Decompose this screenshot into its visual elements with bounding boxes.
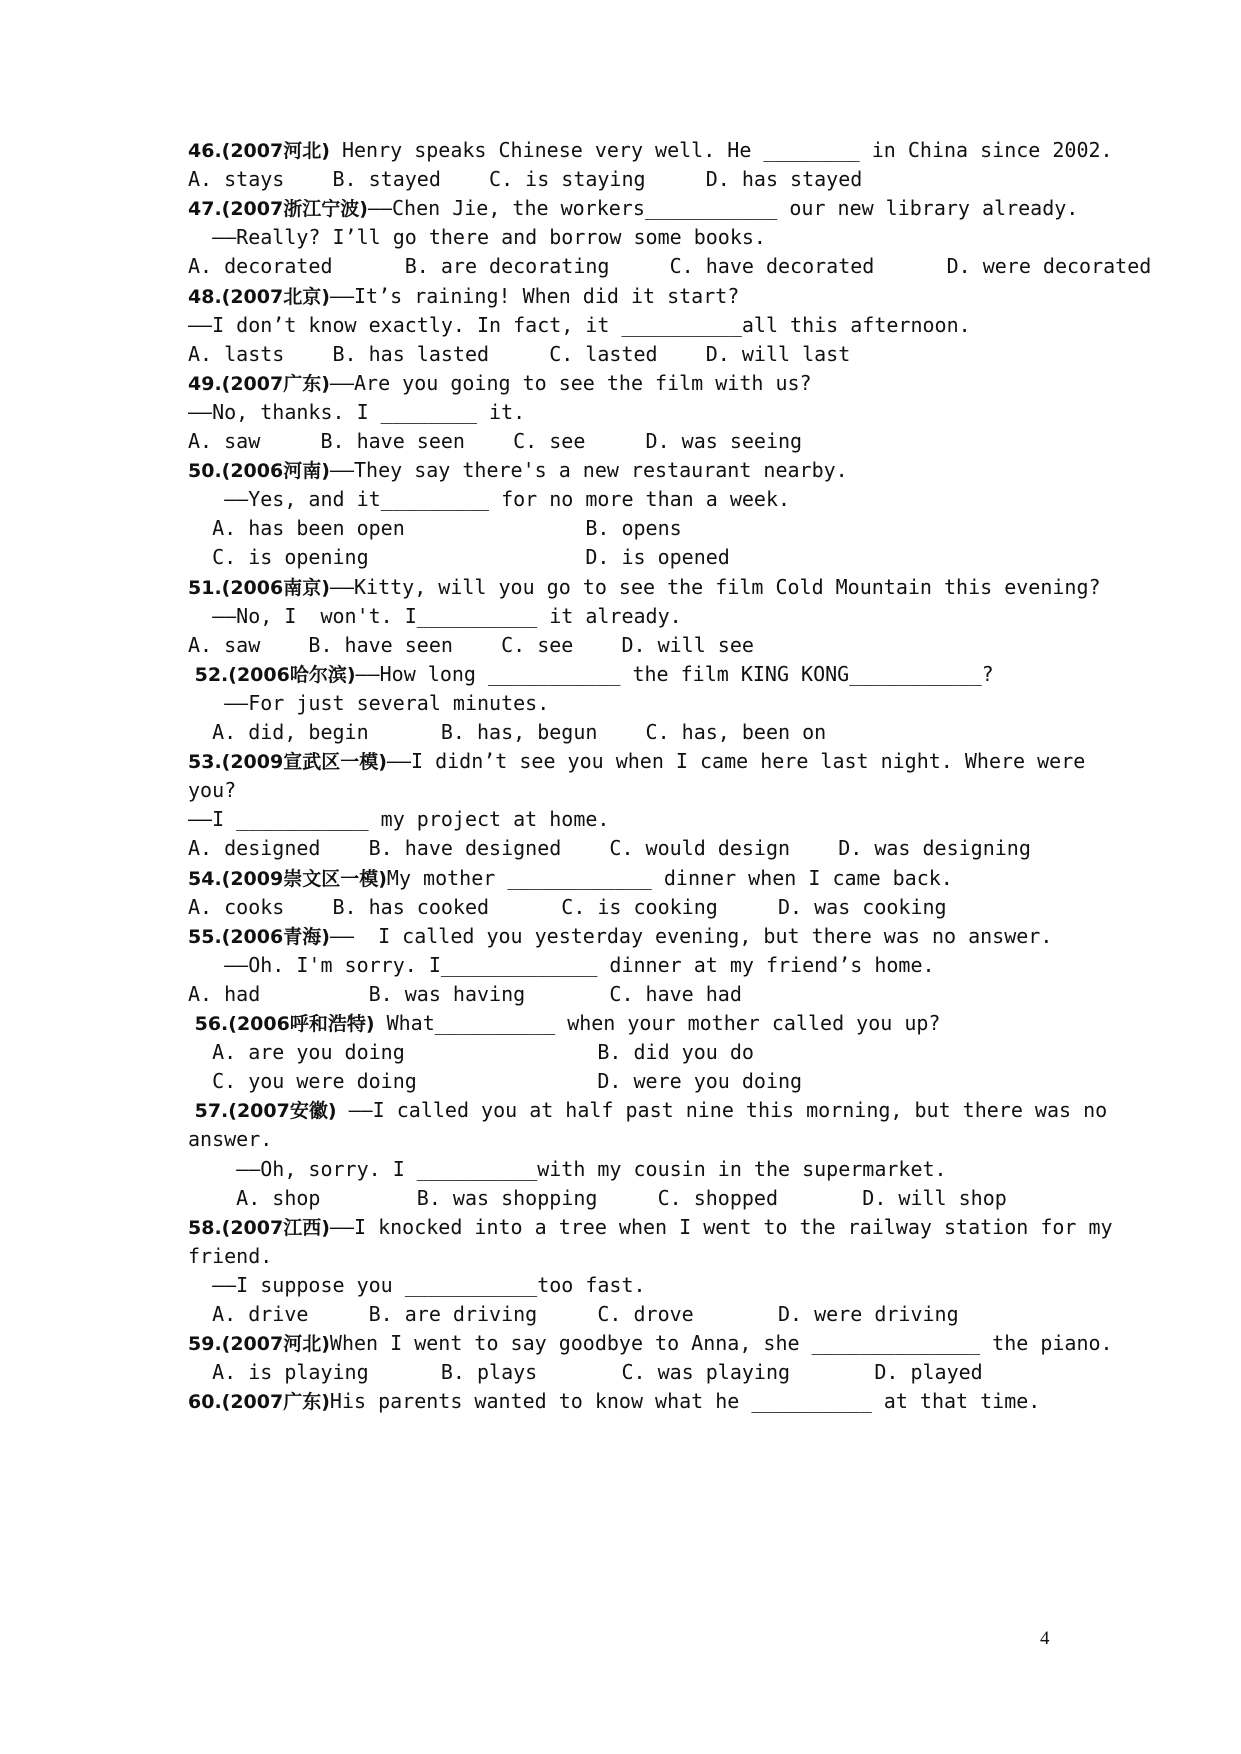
question-source: 48.(2007北京)	[188, 286, 330, 308]
line-text: A. decorated B. are decorating C. have decorated D. were decorated	[188, 254, 1152, 278]
line-text: answer.	[188, 1127, 273, 1151]
answer-line	[188, 309, 971, 341]
line-text: ——Really? I’ll go there and borrow some books.	[188, 225, 766, 249]
question-line	[188, 280, 739, 312]
answer-line	[188, 1123, 272, 1155]
line-text: A. has been open B. opens	[188, 516, 682, 540]
question-source: 53.(2009宣武区一模)	[188, 751, 387, 773]
answer-line	[188, 1356, 983, 1388]
question-source: 60.(2007广东)	[188, 1391, 330, 1413]
answer-line	[188, 832, 1031, 864]
question-line	[188, 1327, 1113, 1359]
line-text: ——I knocked into a tree when I went to the railway station for my	[329, 1215, 1113, 1239]
answer-line	[188, 600, 682, 632]
question-line	[188, 454, 848, 486]
answer-line	[188, 1298, 959, 1330]
line-text: A. did, begin B. has, begun C. has, been on	[188, 720, 827, 744]
question-source: 59.(2007河北)	[188, 1333, 330, 1355]
answer-line	[188, 949, 935, 981]
line-text: What__________ when your mother called you up?	[374, 1011, 941, 1035]
question-line	[188, 192, 1078, 224]
question-source: 56.(2006呼和浩特)	[188, 1013, 375, 1035]
line-text: A. lasts B. has lasted C. lasted D. will last	[188, 342, 851, 366]
line-text: A. shop B. was shopping C. shopped D. will shop	[188, 1186, 1007, 1210]
answer-line	[188, 483, 790, 515]
question-source: 52.(2006哈尔滨)	[188, 664, 356, 686]
question-line	[188, 1007, 940, 1039]
answer-line	[188, 687, 549, 719]
answer-line	[188, 250, 1151, 282]
line-text: A. stays B. stayed C. is staying D. has stayed	[188, 167, 863, 191]
question-source: 55.(2006青海)	[188, 926, 330, 948]
answer-line	[188, 803, 609, 835]
answer-line	[188, 338, 850, 370]
line-text: When I went to say goodbye to Anna, she ______________ the piano.	[329, 1331, 1113, 1355]
line-text: A. saw B. have seen C. see D. was seeing	[188, 429, 803, 453]
line-text: C. is opening D. is opened	[188, 545, 730, 569]
line-text: —— I called you yesterday evening, but there was no answer.	[329, 924, 1053, 948]
question-line	[188, 1094, 1107, 1126]
line-text: ——Are you going to see the film with us?	[329, 371, 812, 395]
answer-line	[188, 1182, 1007, 1214]
question-line	[188, 134, 1113, 166]
answer-line	[188, 541, 730, 573]
line-text: friend.	[188, 1244, 273, 1268]
line-text: ——I suppose you ___________too fast.	[188, 1273, 646, 1297]
question-source: 57.(2007安徽)	[188, 1100, 337, 1122]
question-source: 58.(2007江西)	[188, 1217, 330, 1239]
line-text: ——Oh. I'm sorry. I_____________ dinner at my friend’s home.	[188, 953, 935, 977]
answer-line	[188, 774, 236, 806]
answer-line	[188, 1065, 802, 1097]
line-text: ——Kitty, will you go to see the film Cold Mountain this evening?	[329, 575, 1101, 599]
question-line	[188, 367, 812, 399]
line-text: ——How long ___________ the film KING KONG___________?	[355, 662, 994, 686]
answer-line	[188, 163, 862, 195]
question-line	[188, 862, 953, 894]
line-text: ——I don’t know exactly. In fact, it __________all this afternoon.	[188, 313, 971, 337]
page-number: 4	[1040, 1628, 1050, 1649]
line-text: ——I ___________ my project at home.	[188, 807, 610, 831]
answer-line	[188, 425, 802, 457]
line-text: ——They say there's a new restaurant nearby.	[329, 458, 848, 482]
answer-line	[188, 1153, 947, 1185]
question-line	[188, 658, 994, 690]
line-text: ——For just several minutes.	[188, 691, 550, 715]
line-text: you?	[188, 778, 237, 802]
answer-line	[188, 1269, 646, 1301]
line-text: ——No, I won't. I__________ it already.	[188, 604, 682, 628]
line-text: A. had B. was having C. have had	[188, 982, 742, 1006]
line-text: ——I called you at half past nine this morning, but there was no	[336, 1098, 1108, 1122]
line-text: ——Chen Jie, the workers___________ our new library already.	[367, 196, 1079, 220]
question-line	[188, 571, 1101, 603]
question-line	[188, 1211, 1113, 1243]
question-source: 46.(2007河北)	[188, 140, 330, 162]
answer-line	[188, 396, 525, 428]
answer-line	[188, 512, 682, 544]
line-text: ——Oh, sorry. I __________with my cousin in the supermarket.	[188, 1157, 947, 1181]
line-text: ——I didn’t see you when I came here last night. Where were	[386, 749, 1086, 773]
question-source: 50.(2006河南)	[188, 460, 330, 482]
answer-line	[188, 978, 742, 1010]
question-line	[188, 1385, 1040, 1417]
line-text: A. are you doing B. did you do	[188, 1040, 754, 1064]
line-text: ——No, thanks. I ________ it.	[188, 400, 526, 424]
line-text: A. cooks B. has cooked C. is cooking D. was cooking	[188, 895, 947, 919]
line-text: ——Yes, and it_________ for no more than a week.	[188, 487, 791, 511]
line-text: A. drive B. are driving C. drove D. were driving	[188, 1302, 959, 1326]
answer-line	[188, 891, 947, 923]
line-text: C. you were doing D. were you doing	[188, 1069, 803, 1093]
answer-line	[188, 221, 766, 253]
line-text: Henry speaks Chinese very well. He ________ in China since 2002.	[329, 138, 1113, 162]
question-source: 47.(2007浙江宁波)	[188, 198, 368, 220]
answer-line	[188, 1036, 754, 1068]
line-text: A. is playing B. plays C. was playing D. played	[188, 1360, 983, 1384]
line-text: A. designed B. have designed C. would design D. was designing	[188, 836, 1031, 860]
question-source: 54.(2009崇文区一模)	[188, 868, 387, 890]
question-line	[188, 920, 1052, 952]
answer-line	[188, 716, 826, 748]
line-text: A. saw B. have seen C. see D. will see	[188, 633, 754, 657]
answer-line	[188, 1240, 272, 1272]
question-source: 49.(2007广东)	[188, 373, 330, 395]
question-source: 51.(2006南京)	[188, 577, 330, 599]
line-text: His parents wanted to know what he __________ at that time.	[329, 1389, 1041, 1413]
line-text: ——It’s raining! When did it start?	[329, 284, 740, 308]
line-text: My mother ____________ dinner when I came back.	[386, 866, 953, 890]
question-line	[188, 745, 1085, 777]
answer-line	[188, 629, 754, 661]
